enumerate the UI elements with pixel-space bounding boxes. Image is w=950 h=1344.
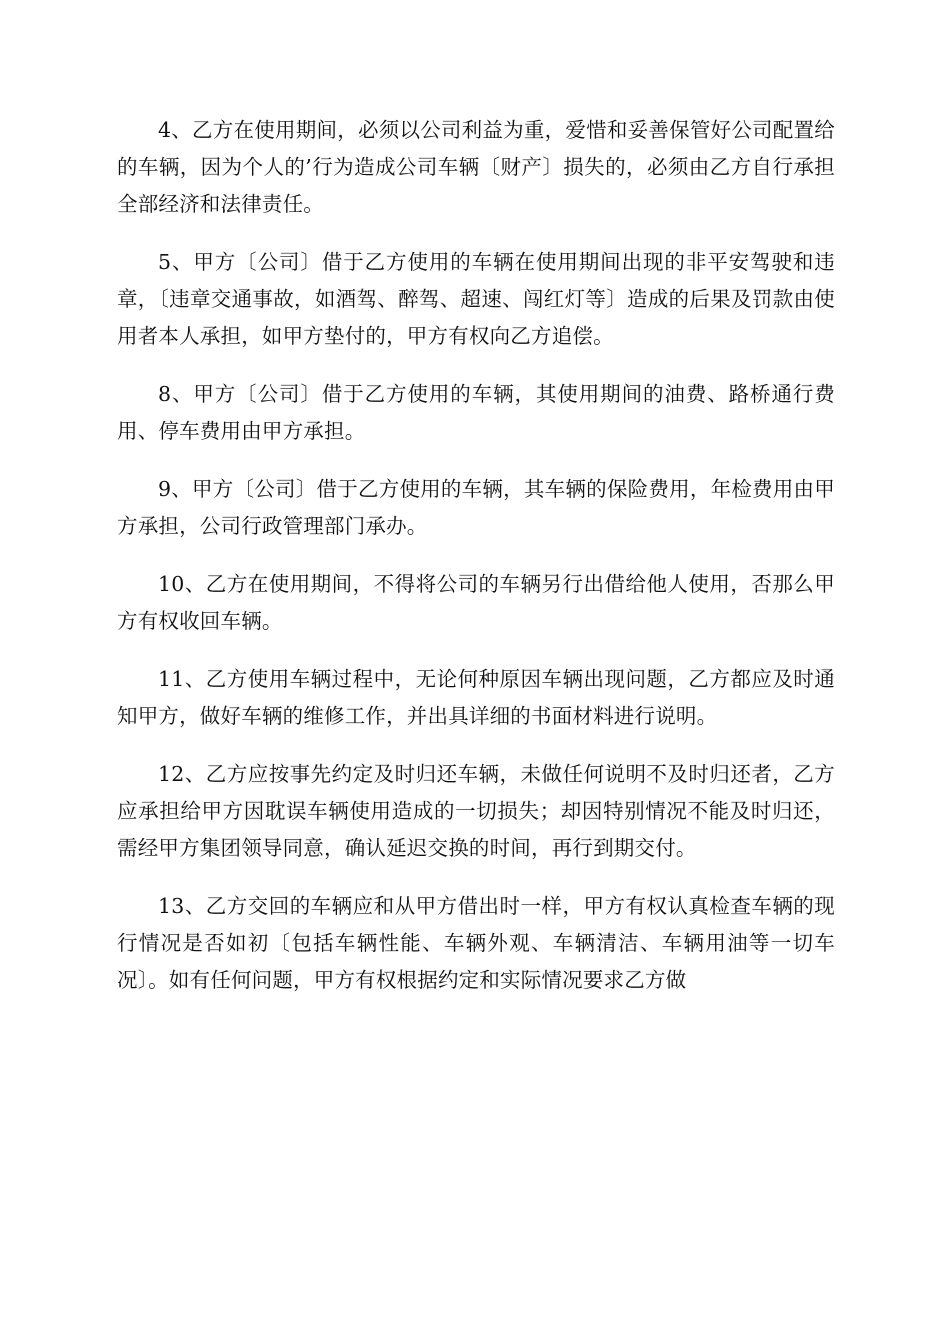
clause-12-paragraph: 12、乙方应按事先约定及时归还车辆，未做任何说明不及时归还者，乙方应承担给甲方因耽误车辆使用造成的一切损失；却因特别情况不能及时归还，需经甲方集团领导同意，确认延迟交换的时间，再行到期交付。 <box>117 762 835 860</box>
clause-5-paragraph: 5、甲方〔公司〕借于乙方使用的车辆在使用期间出现的非平安驾驶和违章，〔违章交通事故，如酒驾、醉驾、超速、闯红灯等〕造成的后果及罚款由使用者本人承担，如甲方垫付的，甲方有权向乙方追偿。 <box>117 250 835 348</box>
clause-4-paragraph: 4、乙方在使用期间，必须以公司利益为重，爱惜和妥善保管好公司配置给的车辆，因为个人的’行为造成公司车辆〔财产〕损失的，必须由乙方自行承担全部经济和法律责任。 <box>117 118 835 216</box>
clause-13-paragraph: 13、乙方交回的车辆应和从甲方借出时一样，甲方有权认真检查车辆的现行情况是否如初〔包括车辆性能、车辆外观、车辆清洁、车辆用油等一切车况〕。如有任何问题，甲方有权根据约定和实际情况要求乙方做 <box>117 894 835 992</box>
clause-9-paragraph: 9、甲方〔公司〕借于乙方使用的车辆，其车辆的保险费用，年检费用由甲方承担，公司行政管理部门承办。 <box>117 477 835 538</box>
document-body <box>117 112 835 1020</box>
clause-11-paragraph: 11、乙方使用车辆过程中，无论何种原因车辆出现问题，乙方都应及时通知甲方，做好车辆的维修工作，并出具详细的书面材料进行说明。 <box>117 667 835 728</box>
clause-10-paragraph: 10、乙方在使用期间，不得将公司的车辆另行出借给他人使用，否那么甲方有权收回车辆。 <box>117 572 835 633</box>
clause-8-paragraph: 8、甲方〔公司〕借于乙方使用的车辆，其使用期间的油费、路桥通行费用、停车费用由甲方承担。 <box>117 382 835 443</box>
